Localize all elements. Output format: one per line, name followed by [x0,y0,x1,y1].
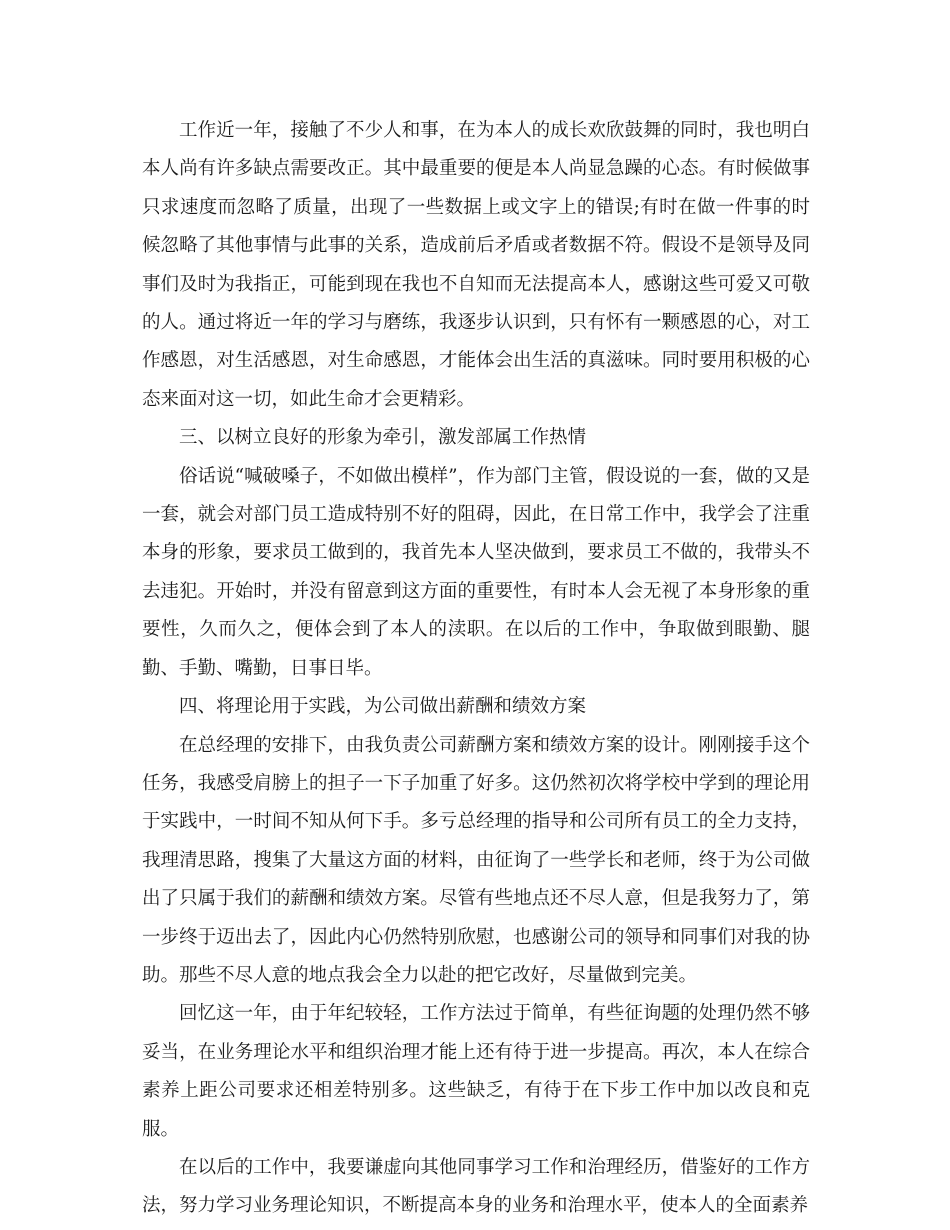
paragraph-image: 俗话说“喊破嗓子，不如做出模样”，作为部门主管，假设说的一套，做的又是一套，就会对部门员工造成特别不好的阻碍，因此，在日常工作中，我学会了注重本身的形象，要求员工做到的，我首先本人坚决做到，要求员工不做的，我带头不去违犯。开始时，并没有留意到这方面的重要性，有时本人会无视了本身形象的重要性，久而久之，便体会到了本人的渎职。在以后的工作中，争取做到眼勤、腿勤、手勤、嘴勤，日事日毕。 [142,465,810,679]
document-page [142,112,810,1226]
paragraph-gratitude: 工作近一年，接触了不少人和事，在为本人的成长欢欣鼓舞的同时，我也明白本人尚有许多缺点需要改正。其中最重要的便是本人尚显急躁的心态。有时候做事只求速度而忽略了质量，出现了一些数据上或文字上的错误;有时在做一件事的时候忽略了其他事情与此事的关系，造成前后矛盾或者数据不符。假设不是领导及同事们及时为我指正，可能到现在我也不自知而无法提高本人，感谢这些可爱又可敬的人。通过将近一年的学习与磨练，我逐步认识到，只有怀有一颗感恩的心，对工作感恩，对生活感恩，对生命感恩，才能体会出生活的真滋味。同时要用积极的心态来面对这一切，如此生命才会更精彩。 [142,120,810,410]
section-heading-practice: 四、将理论用于实践，为公司做出薪酬和绩效方案 [179,696,587,718]
section-heading-image: 三、以树立良好的形象为牵引，激发部属工作热情 [179,427,587,449]
paragraph-future: 在以后的工作中，我要谦虚向其他同事学习工作和治理经历，借鉴好的工作方法，努力学习业务理论知识，不断提高本身的业务和治理水平，使本人的全面素养 [142,1156,810,1217]
paragraph-practice: 在总经理的安排下，由我负责公司薪酬方案和绩效方案的设计。刚刚接手这个任务，我感受肩膀上的担子一下子加重了好多。这仍然初次将学校中学到的理论用于实践中，一时间不知从何下手。多亏总经理的指导和公司所有员工的全力支持，我理清思路，搜集了大量这方面的材料，由征询了一些学长和老师，终于为公司做出了只属于我们的薪酬和绩效方案。尽管有些地点还不尽人意，但是我努力了，第一步终于迈出去了，因此内心仍然特别欣慰，也感谢公司的领导和同事们对我的协助。那些不尽人意的地点我会全力以赴的把它改好，尽量做到完美。 [142,734,810,986]
paragraph-review: 回忆这一年，由于年纪较轻，工作方法过于简单，有些征询题的处理仍然不够妥当，在业务理论水平和组织治理才能上还有待于进一步提高。再次，本人在综合素养上距公司要求还相差特别多。这些缺乏，有待于在下步工作中加以改良和克服。 [142,1003,810,1140]
